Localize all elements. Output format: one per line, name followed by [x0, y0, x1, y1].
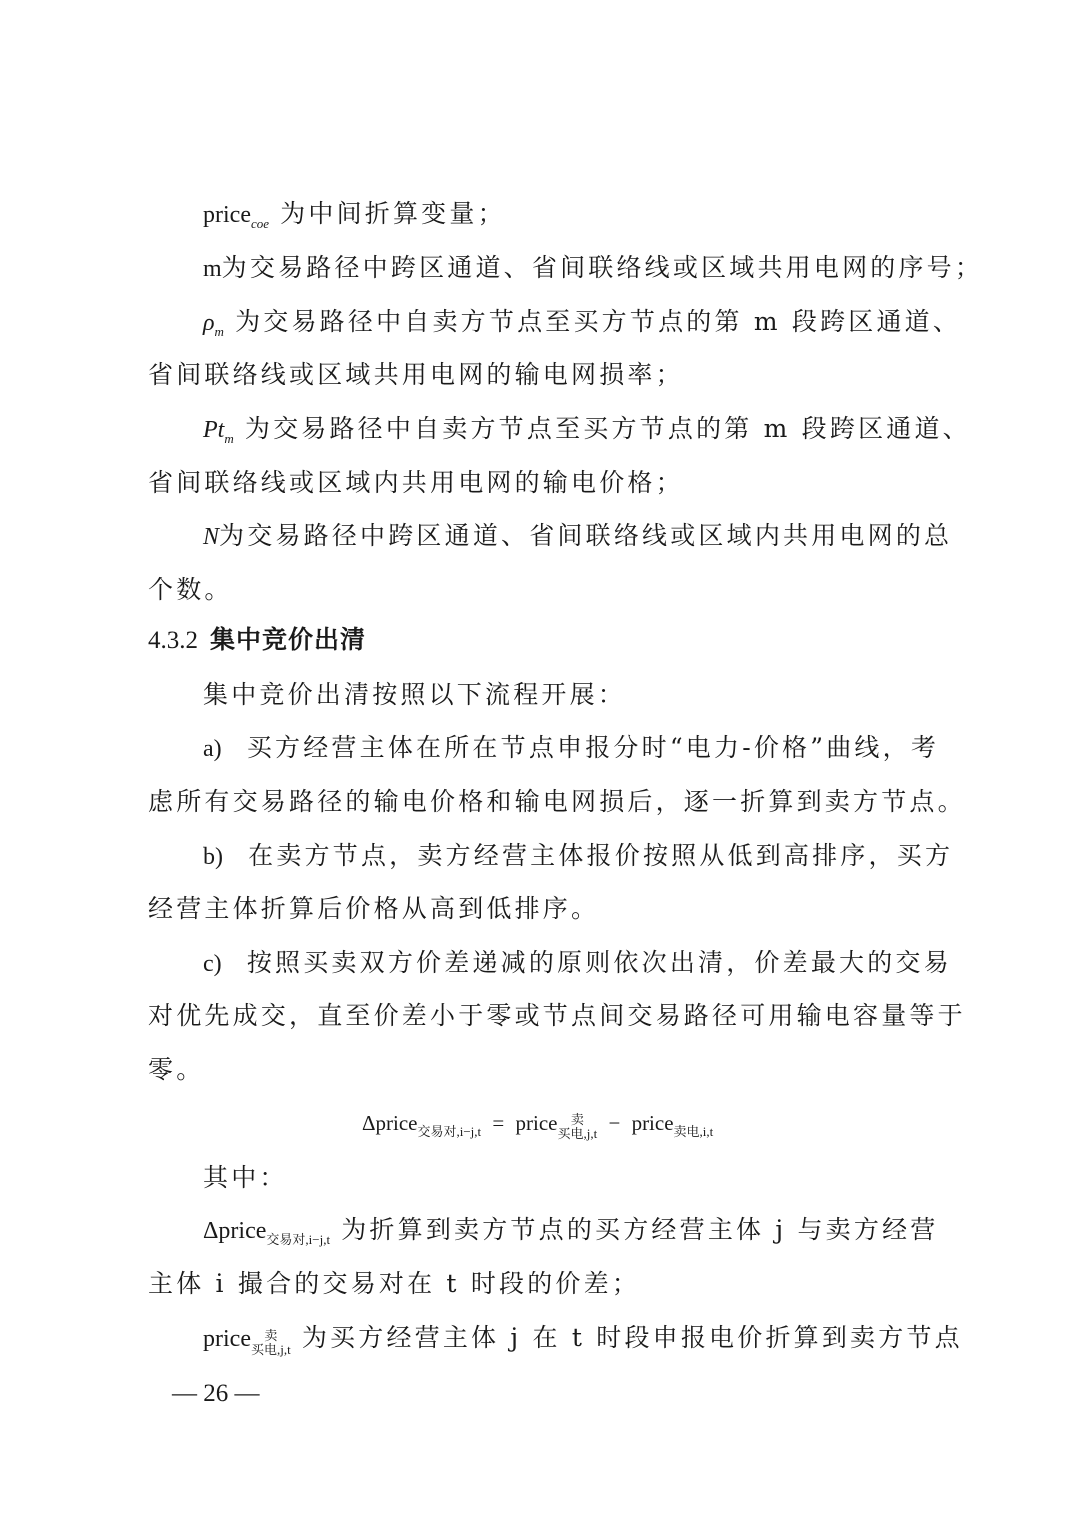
symbol-rho: ρ — [203, 310, 215, 336]
formula-term1-subscript: 买电,j,t — [557, 1126, 598, 1141]
definition-text: 为交易路径中跨区通道、省间联络线或区域共用电网的序号； — [221, 253, 984, 282]
definition-n — [203, 518, 953, 555]
intro-paragraph: 集中竞价出清按照以下流程开展： — [203, 680, 627, 709]
section-heading — [148, 622, 366, 659]
definition-text: 为交易路径中跨区通道、省间联络线或区域内共用电网的总 — [219, 521, 953, 550]
list-item-a — [203, 730, 940, 767]
list-item-b — [203, 838, 954, 875]
formula-lhs: Δprice — [362, 1111, 418, 1135]
definition-price-coe — [203, 196, 932, 242]
formula-term2-subscript: 卖电,i,t — [673, 1124, 714, 1139]
formula-minus: − — [608, 1111, 621, 1135]
formula-term1-indices — [557, 1113, 597, 1141]
symbol-n: N — [203, 524, 220, 550]
definition-pt-m — [203, 411, 971, 457]
subscript-coe: coe — [250, 216, 270, 231]
formula-term2: price — [631, 1111, 674, 1135]
definition-text: 为买方经营主体 j 在 t 时段申报电价折算到卖方节点 — [301, 1323, 963, 1352]
definition-rho-m-cont: 省间联络线或区域共用电网的输电网损率； — [148, 360, 684, 389]
symbol-delta-price: Δprice — [203, 1218, 267, 1244]
symbol-m: m — [203, 256, 222, 282]
symbol-price-indices — [251, 1329, 291, 1357]
item-label-a: a) — [203, 736, 222, 762]
formula-equals: = — [492, 1111, 505, 1135]
list-item-a-cont: 虑所有交易路径的输电价格和输电网损后，逐一折算到卖方节点。 — [148, 787, 966, 816]
definition-text: 为交易路径中自卖方节点至买方节点的第 m 段跨区通道、 — [235, 307, 962, 336]
definition-text: 为中间折算变量； — [280, 199, 506, 228]
where-delta-price — [203, 1212, 939, 1258]
definition-text: 为折算到卖方节点的买方经营主体 j 与卖方经营 — [341, 1215, 939, 1244]
subscript-pair: 交易对,i−j,t — [266, 1232, 331, 1247]
formula-term1: price — [515, 1111, 558, 1135]
item-label-c: c) — [203, 951, 222, 977]
list-item-c — [203, 945, 952, 982]
formula-lhs-subscript: 交易对,i−j,t — [417, 1124, 482, 1139]
list-item-c-cont: 对优先成交，直至价差小于零或节点间交易路径可用输电容量等于 — [148, 1001, 966, 1030]
formula-term1-superscript: 卖 — [570, 1112, 584, 1127]
where-delta-price-cont: 主体 i 撮合的交易对在 t 时段的价差； — [148, 1269, 641, 1298]
definition-pt-m-cont: 省间联络线或区域内共用电网的输电价格； — [148, 468, 684, 497]
list-item-b-cont: 经营主体折算后价格从高到低排序。 — [148, 894, 600, 923]
definition-n-cont: 个数。 — [148, 575, 233, 604]
symbol-price: price — [203, 202, 251, 228]
section-number: 4.3.2 — [148, 627, 198, 654]
price-difference-formula — [362, 1108, 713, 1147]
symbol-price: price — [203, 1326, 251, 1352]
section-title: 集中竞价出清 — [210, 626, 367, 654]
where-label: 其中： — [203, 1163, 288, 1192]
item-text: 按照买卖双方价差递减的原则依次出清，价差最大的交易 — [246, 948, 952, 977]
superscript-sell: 卖 — [264, 1328, 278, 1343]
where-price-buy — [203, 1320, 963, 1357]
item-label-b: b) — [203, 844, 223, 870]
definition-m — [203, 250, 984, 287]
page-number: — 26 — — [172, 1380, 260, 1407]
item-text: 在卖方节点，卖方经营主体报价按照从低到高排序，买方 — [248, 841, 954, 870]
subscript-buy: 买电,j,t — [250, 1342, 291, 1357]
item-text: 买方经营主体在所在节点申报分时“电力-价格”曲线，考 — [246, 733, 940, 762]
list-item-c-cont2: 零。 — [148, 1055, 205, 1084]
definition-text: 为交易路径中自卖方节点至买方节点的第 m 段跨区通道、 — [244, 414, 971, 443]
symbol-pt: Pt — [203, 417, 225, 443]
subscript-m: m — [214, 324, 224, 339]
definition-rho-m — [203, 304, 962, 350]
subscript-m: m — [224, 431, 234, 446]
